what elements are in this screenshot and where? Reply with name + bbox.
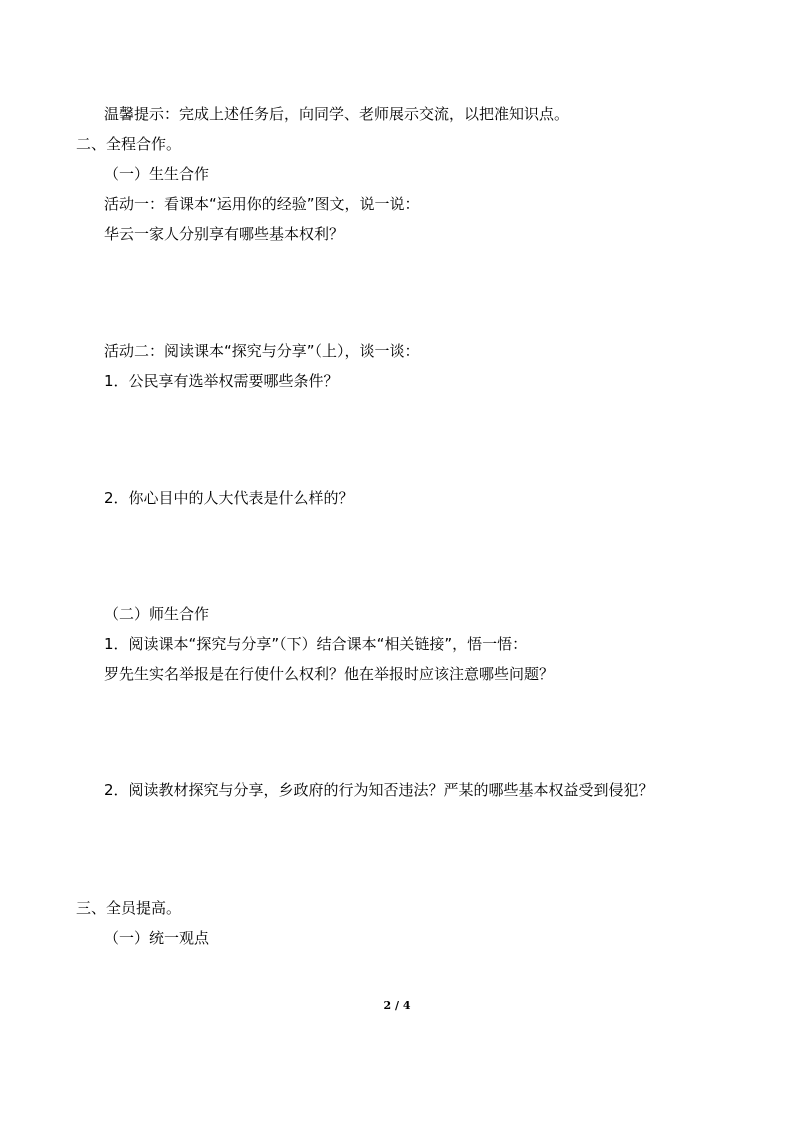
activity-title: 活动一：看课本“运用你的经验”图文，说一说： [104, 195, 420, 213]
page-number: 2 / 4 [383, 999, 411, 1012]
question-text: 2．阅读教材探究与分享，乡政府的行为知否违法？严某的哪些基本权益受到侵犯？ [104, 781, 654, 799]
question-text: 华云一家人分别享有哪些基本权利？ [104, 225, 345, 243]
question-text: 1．公民享有选举权需要哪些条件？ [104, 372, 339, 390]
question-text: 罗先生实名举报是在行使什么权利？他在举报时应该注意哪些问题？ [104, 665, 555, 683]
subsection-heading: （二）师生合作 [104, 605, 210, 623]
question-text: 2．你心目中的人大代表是什么样的？ [104, 489, 354, 507]
section-heading-2: 二、全程合作。 [76, 135, 182, 153]
activity-title: 活动二：阅读课本“探究与分享”（上），谈一谈： [104, 342, 420, 360]
subsection-heading: （一）生生合作 [104, 165, 210, 183]
section-heading-3: 三、全员提高。 [76, 899, 182, 917]
tip-text: 温馨提示：完成上述任务后，向同学、老师展示交流，以把准知识点。 [104, 105, 570, 123]
question-title: 1．阅读课本“探究与分享”（下）结合课本“相关链接”，悟一悟： [104, 635, 528, 653]
subsection-heading: （一）统一观点 [104, 929, 210, 947]
